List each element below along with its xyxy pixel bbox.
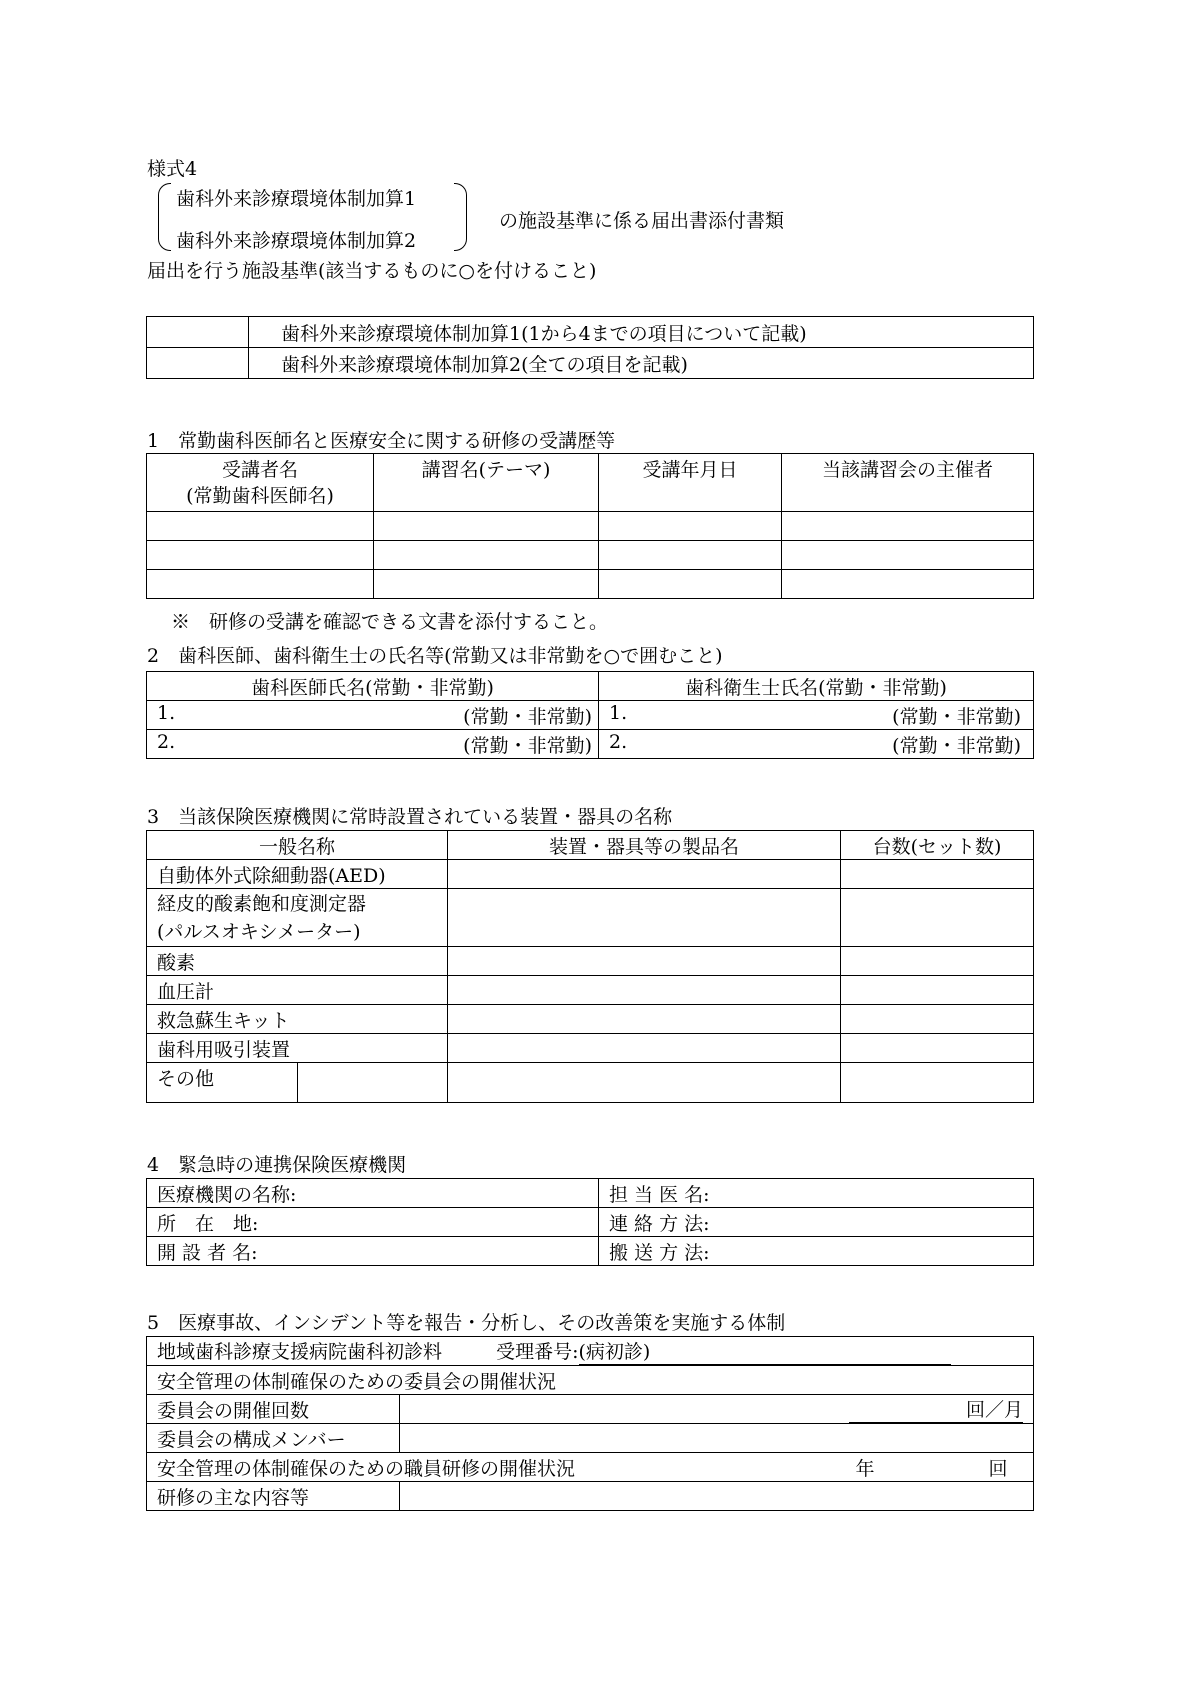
table-row xyxy=(147,1424,1034,1453)
product-cell[interactable] xyxy=(448,1005,841,1034)
dentist-2-cell[interactable] xyxy=(147,730,599,759)
status-choice[interactable]: (常勤・非常勤) xyxy=(463,734,592,757)
course-cell[interactable] xyxy=(374,541,599,570)
equipment-suction: 歯科用吸引装置 xyxy=(147,1034,448,1063)
header-suffix: の施設基準に係る届出書添付書類 xyxy=(499,210,785,232)
table-row xyxy=(147,730,1034,759)
form-number: 様式4 xyxy=(147,158,198,180)
section-1-title: 1 常勤歯科医師名と医療安全に関する研修の受講歴等 xyxy=(147,430,616,452)
trainee-cell[interactable] xyxy=(147,512,374,541)
acceptance-number-value: (病初診) xyxy=(578,1341,651,1363)
section-1-note: ※ 研修の受講を確認できる文書を添付すること。 xyxy=(171,611,609,633)
committee-frequency-field[interactable] xyxy=(400,1395,1034,1424)
col-trainee xyxy=(147,454,374,512)
equipment-oximeter xyxy=(147,889,448,947)
address-field[interactable]: 所 在 地: xyxy=(147,1208,599,1237)
table-row xyxy=(147,976,1034,1005)
table-row xyxy=(147,1208,1034,1237)
committee-frequency-label: 委員会の開催回数 xyxy=(147,1395,400,1424)
staff-training-row xyxy=(147,1453,1034,1482)
row-number: 2. xyxy=(157,730,176,753)
equipment-header-row xyxy=(147,831,1034,860)
right-brace xyxy=(454,183,467,251)
equipment-oxygen: 酸素 xyxy=(147,947,448,976)
col-product-name: 装置・器具等の製品名 xyxy=(448,831,841,860)
course-cell[interactable] xyxy=(374,570,599,599)
row-number: 1. xyxy=(609,701,628,724)
option-2-mark-cell[interactable] xyxy=(147,348,249,379)
option-1-label: 歯科外来診療環境体制加算1(1から4までの項目について記載) xyxy=(249,317,1034,348)
col-dentist: 歯科医師氏名(常勤・非常勤) xyxy=(147,672,599,701)
table-row xyxy=(147,512,1034,541)
table-row xyxy=(147,1034,1034,1063)
acceptance-number-field[interactable] xyxy=(579,1337,951,1365)
trainee-cell[interactable] xyxy=(147,570,374,599)
dentist-1-cell[interactable] xyxy=(147,701,599,730)
equipment-blood-pressure: 血圧計 xyxy=(147,976,448,1005)
col-trainee-line1: 受講者名 xyxy=(221,459,298,481)
organizer-cell[interactable] xyxy=(782,512,1034,541)
row-number: 1. xyxy=(157,701,176,724)
committee-status-label: 安全管理の体制確保のための委員会の開催状況 xyxy=(147,1366,1034,1395)
training-table xyxy=(146,453,1034,599)
trainee-cell[interactable] xyxy=(147,541,374,570)
frequency-unit: 回／月 xyxy=(849,1395,1023,1423)
training-header-row xyxy=(147,454,1034,512)
col-date: 受講年月日 xyxy=(599,454,782,512)
instruction-text: 届出を行う施設基準(該当するものに○を付けること) xyxy=(147,260,597,282)
product-cell[interactable] xyxy=(448,889,841,947)
times-unit: 回 xyxy=(988,1457,1008,1480)
option-1-mark-cell[interactable] xyxy=(147,317,249,348)
quantity-cell[interactable] xyxy=(841,1005,1034,1034)
quantity-cell[interactable] xyxy=(841,1034,1034,1063)
col-trainee-line2: (常勤歯科医師名) xyxy=(186,485,334,507)
table-row xyxy=(147,860,1034,889)
table-row xyxy=(147,1482,1034,1511)
section-3-title: 3 当該保険医療機関に常時設置されている装置・器具の名称 xyxy=(147,806,673,828)
contact-method-field[interactable]: 連 絡 方 法: xyxy=(599,1208,1034,1237)
table-row xyxy=(147,1395,1034,1424)
date-cell[interactable] xyxy=(599,541,782,570)
hygienist-2-cell[interactable] xyxy=(599,730,1034,759)
emergency-table xyxy=(146,1178,1034,1266)
training-content-label: 研修の主な内容等 xyxy=(147,1482,400,1511)
quantity-cell[interactable] xyxy=(841,947,1034,976)
product-cell[interactable] xyxy=(448,976,841,1005)
product-cell[interactable] xyxy=(448,860,841,889)
equipment-table xyxy=(146,830,1034,1103)
founder-name-field[interactable]: 開 設 者 名: xyxy=(147,1237,599,1266)
committee-members-label: 委員会の構成メンバー xyxy=(147,1424,400,1453)
option-row-1 xyxy=(147,317,1034,348)
table-row xyxy=(147,889,1034,947)
table-row xyxy=(147,1366,1034,1395)
left-brace xyxy=(158,183,171,251)
col-hygienist: 歯科衛生士氏名(常勤・非常勤) xyxy=(599,672,1034,701)
other-name-cell[interactable] xyxy=(298,1063,448,1103)
quantity-cell[interactable] xyxy=(841,1063,1034,1103)
header-item-2: 歯科外来診療環境体制加算2 xyxy=(176,230,417,252)
training-content-field[interactable] xyxy=(400,1482,1034,1511)
year-unit: 年 xyxy=(855,1457,875,1480)
section-5-title: 5 医療事故、インシデント等を報告・分析し、その改善策を実施する体制 xyxy=(147,1312,786,1334)
row-number: 2. xyxy=(609,730,628,753)
equipment-aed: 自動体外式除細動器(AED) xyxy=(147,860,448,889)
options-table xyxy=(146,316,1034,379)
product-cell[interactable] xyxy=(448,1034,841,1063)
col-generic-name: 一般名称 xyxy=(147,831,448,860)
hospital-initial-fee-label: 地域歯科診療支援病院歯科初診料 xyxy=(157,1341,443,1363)
col-course: 講習名(テーマ) xyxy=(374,454,599,512)
date-cell[interactable] xyxy=(599,570,782,599)
quantity-cell[interactable] xyxy=(841,860,1034,889)
table-row xyxy=(147,947,1034,976)
transport-method-field[interactable]: 搬 送 方 法: xyxy=(599,1237,1034,1266)
section-4-title: 4 緊急時の連携保険医療機関 xyxy=(147,1154,407,1176)
committee-members-field[interactable] xyxy=(400,1424,1034,1453)
oximeter-line1: 経皮的酸素飽和度測定器 xyxy=(157,892,367,915)
section-2-title: 2 歯科医師、歯科衛生士の氏名等(常勤又は非常勤を○で囲むこと) xyxy=(147,645,723,667)
staff-table xyxy=(146,671,1034,759)
product-cell[interactable] xyxy=(448,1063,841,1103)
organizer-cell[interactable] xyxy=(782,541,1034,570)
product-cell[interactable] xyxy=(448,947,841,976)
table-row xyxy=(147,1005,1034,1034)
course-cell[interactable] xyxy=(374,512,599,541)
staff-training-label: 安全管理の体制確保のための職員研修の開催状況 xyxy=(157,1457,576,1480)
table-row xyxy=(147,1453,1034,1482)
table-row xyxy=(147,1237,1034,1266)
doctor-name-field[interactable]: 担 当 医 名: xyxy=(599,1179,1034,1208)
status-choice[interactable]: (常勤・非常勤) xyxy=(892,705,1021,728)
quantity-cell[interactable] xyxy=(841,976,1034,1005)
table-row xyxy=(147,541,1034,570)
quantity-cell[interactable] xyxy=(841,889,1034,947)
equipment-other: その他 xyxy=(147,1063,298,1103)
date-cell[interactable] xyxy=(599,512,782,541)
institution-name-field[interactable]: 医療機関の名称: xyxy=(147,1179,599,1208)
table-row xyxy=(147,701,1034,730)
table-row xyxy=(147,1337,1034,1366)
staff-training-field[interactable] xyxy=(856,1454,1008,1482)
staff-header-row xyxy=(147,672,1034,701)
table-row xyxy=(147,1179,1034,1208)
table-row xyxy=(147,1063,1034,1103)
col-organizer: 当該講習会の主催者 xyxy=(782,454,1034,512)
hygienist-1-cell[interactable] xyxy=(599,701,1034,730)
status-choice[interactable]: (常勤・非常勤) xyxy=(463,705,592,728)
option-row-2 xyxy=(147,348,1034,379)
organizer-cell[interactable] xyxy=(782,570,1034,599)
table-row xyxy=(147,570,1034,599)
status-choice[interactable]: (常勤・非常勤) xyxy=(892,734,1021,757)
option-2-label: 歯科外来診療環境体制加算2(全ての項目を記載) xyxy=(249,348,1034,379)
header-item-1: 歯科外来診療環境体制加算1 xyxy=(176,188,417,210)
safety-table xyxy=(146,1336,1034,1511)
acceptance-number-label: 受理番号: xyxy=(496,1341,579,1363)
oximeter-line2: (パルスオキシメーター) xyxy=(157,920,361,943)
equipment-resuscitation-kit: 救急蘇生キット xyxy=(147,1005,448,1034)
col-quantity: 台数(セット数) xyxy=(841,831,1034,860)
hospital-initial-fee-row xyxy=(147,1337,1034,1366)
